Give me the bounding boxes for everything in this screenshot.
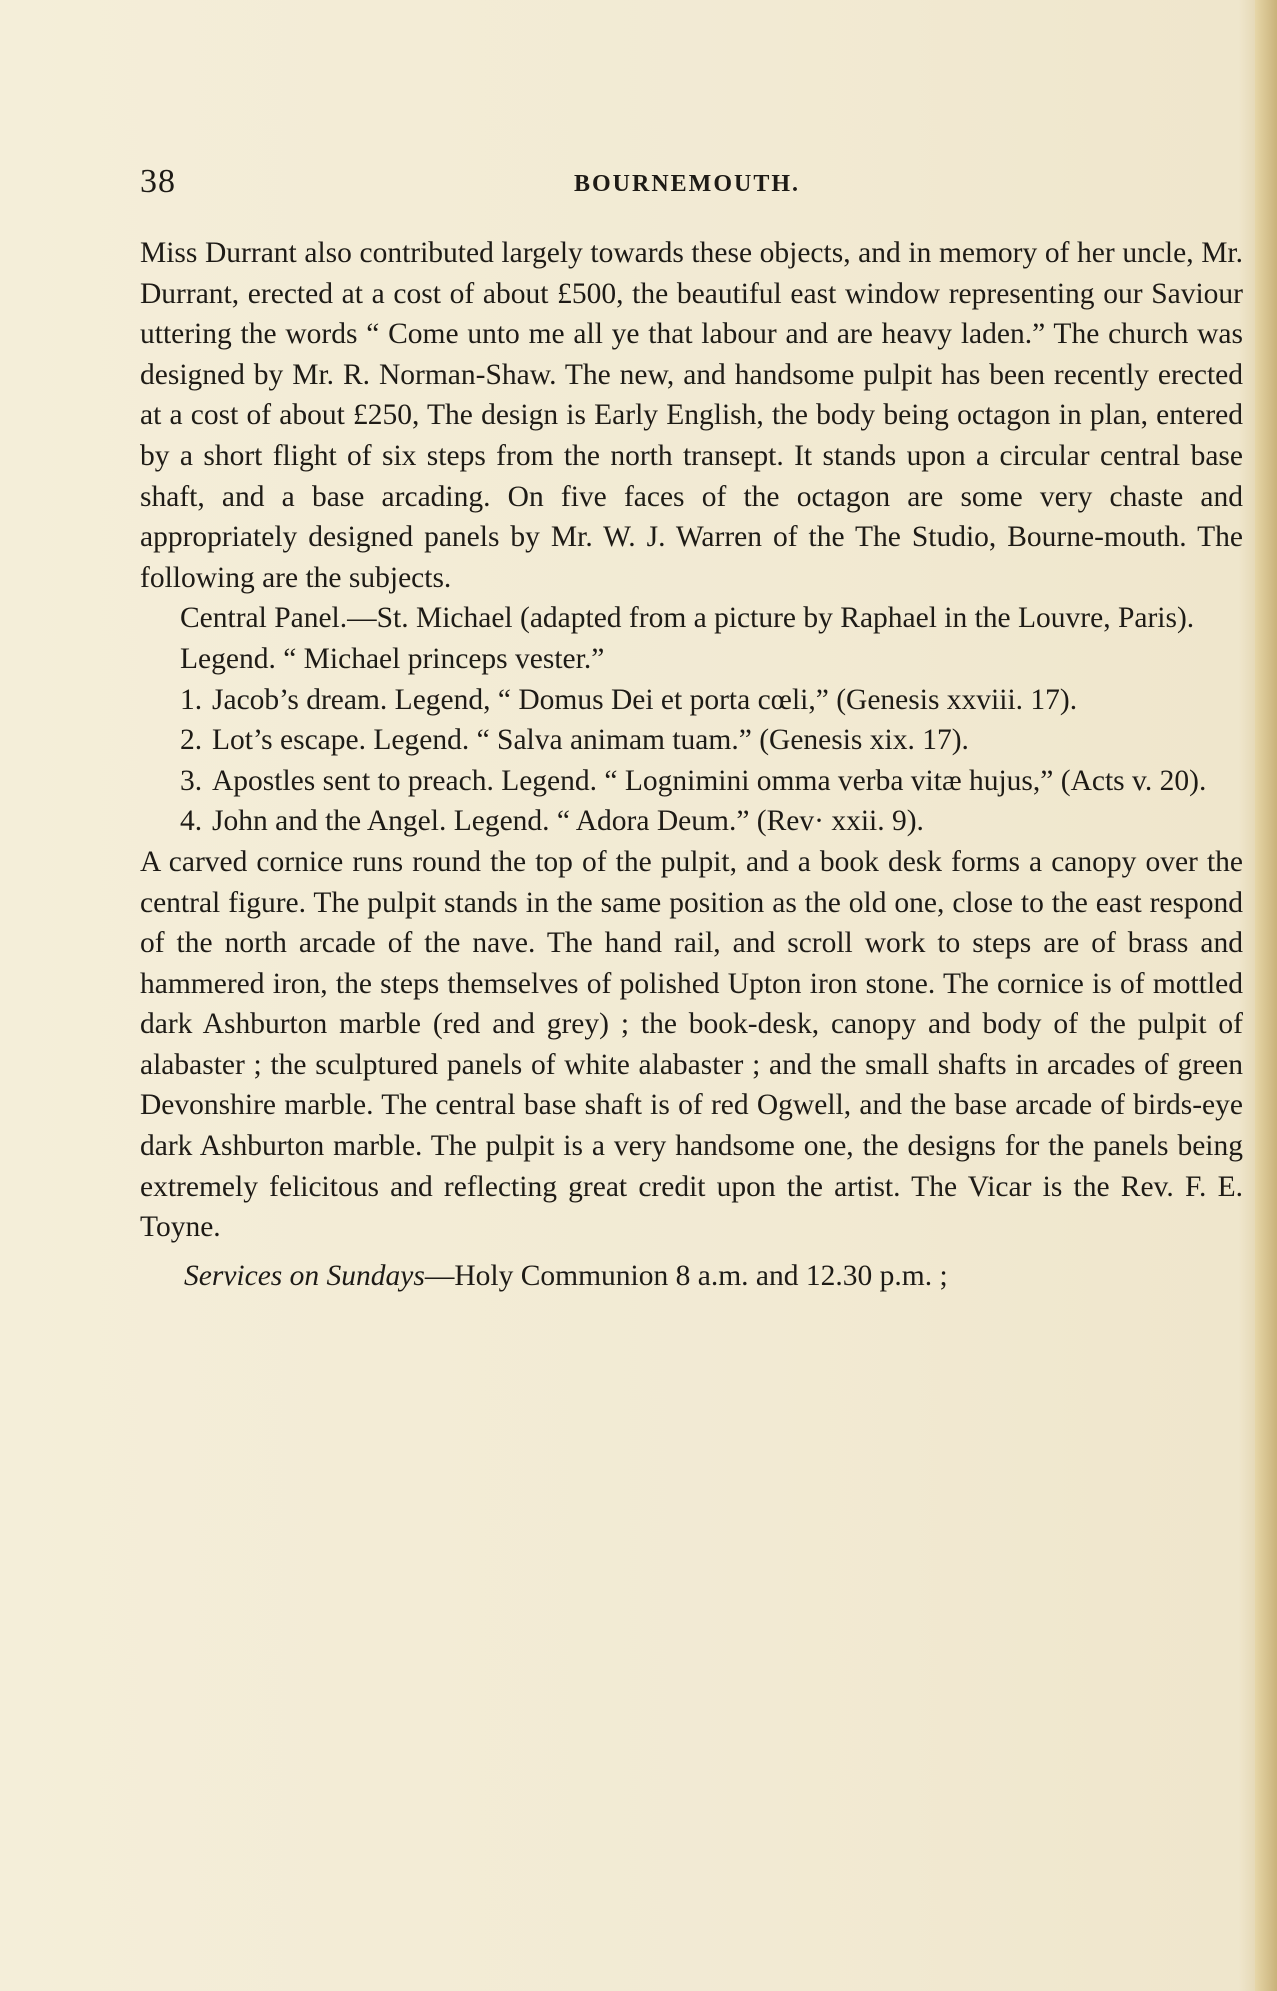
paragraph-intro: Miss Durrant also contributed largely towards these objects, and in memory of her uncle, Mr. Durrant, erected at a cost of about £500, the beautiful east window representing our Saviour uttering the words “ Come unto me all ye that labour and are heavy laden.” The church was designed by Mr. R. Norman-Shaw. The new, and handsome pulpit has been recently erected at a cost of about £250, The design is Early English, the body being octagon in plan, entered by a short flight of six steps from the north transept. It stands upon a circular central base shaft, and a base arcading. On five faces of the octagon are some very chaste and appropriately designed panels by Mr. W. J. Warren of the The Studio, Bourne-mouth. The following are the subjects.: [140, 237, 1243, 594]
list-item-text: Jacob’s dream. Legend, “ Domus Dei et porta cœli,” (Genesis xxviii. 17).: [212, 683, 1078, 716]
central-panel: Central Panel.—St. Michael (adapted from a picture by Raphael in the Louvre, Paris).: [180, 602, 1195, 635]
body-text: [140, 233, 1243, 1296]
services-line: [140, 1256, 1243, 1297]
list-item: [140, 761, 1243, 802]
list-item-text: Lot’s escape. Legend. “ Salva animam tuam.” (Genesis xix. 17).: [212, 724, 969, 757]
page-edge: [1255, 0, 1277, 1991]
services-text: —Holy Communion 8 a.m. and 12.30 p.m. ;: [424, 1259, 948, 1292]
list-item-number: 3.: [180, 764, 203, 797]
legend: Legend. “ Michael princeps vester.”: [180, 642, 605, 675]
list-item: [140, 801, 1243, 842]
page-header: [140, 163, 1240, 207]
list-item-number: 1.: [180, 683, 203, 716]
page-number: 38: [140, 163, 176, 200]
services-label: Services on Sundays: [184, 1259, 425, 1292]
running-title: BOURNEMOUTH.: [574, 171, 801, 197]
list-item-number: 4.: [180, 805, 203, 838]
list-item-text: Apostles sent to preach. Legend. “ Lognimini omma verba vitæ hujus,” (Acts v. 20).: [212, 764, 1207, 797]
list-item-text: John and the Angel. Legend. “ Adora Deum.” (Rev· xxii. 9).: [212, 805, 924, 838]
list-item-number: 2.: [180, 724, 203, 757]
paragraph-description: A carved cornice runs round the top of the pulpit, and a book desk forms a canopy over the central figure. The pulpit stands in the same position as the old one, close to the east respond of the north arcade of the nave. The hand rail, and scroll work to steps are of brass and hammered iron, the steps themselves of polished Upton iron stone. The cornice is of mottled dark Ashburton marble (red and grey) ; the book-desk, canopy and body of the pulpit of alabaster ; the sculptured panels of white alabaster ; and the small shafts in arcades of green Devonshire marble. The central base shaft is of red Ogwell, and the base arcade of birds-eye dark Ashburton marble. The pulpit is a very handsome one, the designs for the panels being extremely felicitous and reflecting great credit upon the artist. The Vicar is the Rev. F. E. Toyne.: [140, 845, 1243, 1244]
list-item: [140, 720, 1243, 761]
list-item: [140, 680, 1243, 721]
